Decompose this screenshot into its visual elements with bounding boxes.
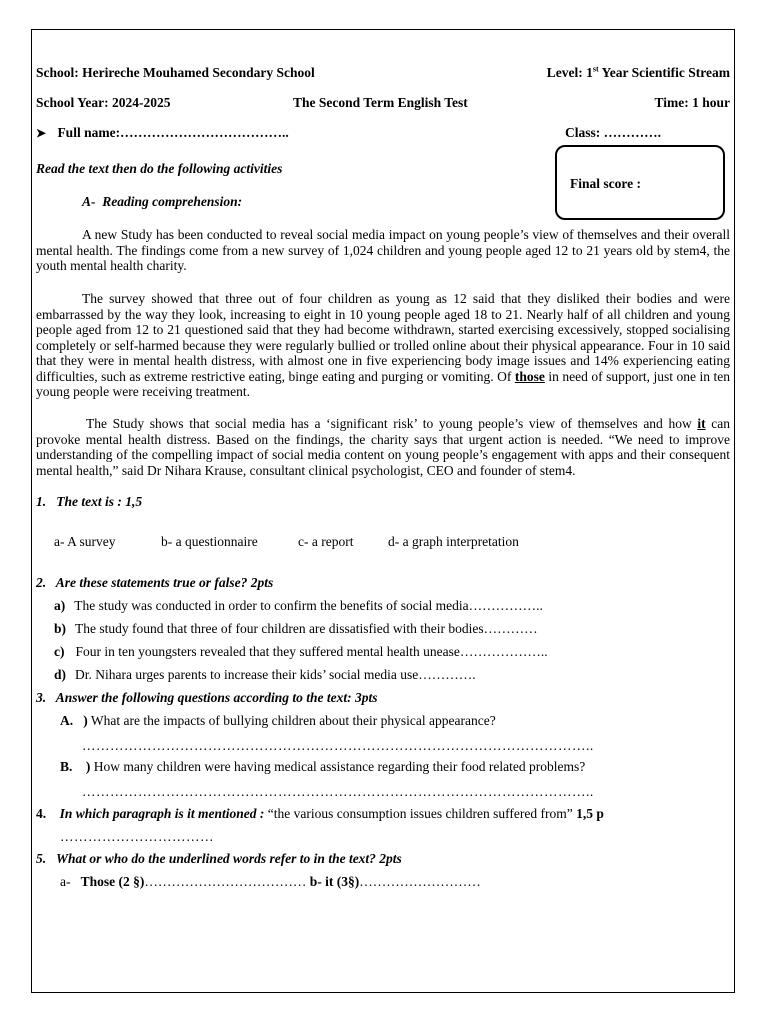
question-3: 3. Answer the following questions according to the text: 3pts: [36, 690, 378, 705]
paragraph-1: A new Study has been conducted to reveal social media impact on young people’s view of themselves and their overall mental health. The findings come from a new survey of 1,024 children and young people aged 12 to 21 years old by stem4, the youth mental health charity.: [36, 227, 730, 273]
q5-items: a- Those (2 §)……………………………… b- it (3§)………………………: [60, 874, 481, 889]
underlined-word-those: those: [514, 368, 545, 384]
question-1: 1. The text is : 1,5: [36, 494, 143, 509]
q2-statement-c: c) Four in ten youngsters revealed that they suffered mental health unease………………..: [54, 644, 548, 659]
q3-answer-line-b[interactable]: ………………………………………………………………………………………………..: [82, 784, 594, 799]
instructions-heading: Read the text then do the following activities: [36, 161, 283, 176]
school-name: School: Herireche Mouhamed Secondary School: [36, 65, 315, 80]
question-5: 5. What or who do the underlined words refer to in the text? 2pts: [36, 851, 402, 866]
question-4: 4. In which paragraph is it mentioned : “the various consumption issues children suffered from” 1,5 p: [36, 806, 604, 821]
final-score-box: [555, 145, 725, 220]
class-field[interactable]: Class: ………….: [565, 125, 662, 140]
underlined-word-it: it: [697, 416, 706, 431]
q2-statement-a: a) The study was conducted in order to confirm the benefits of social media……………..: [54, 598, 543, 613]
paragraph-3: The Study shows that social media has a ‘significant risk’ to young people’s view of themselves and how it can provoke mental health distress. Based on the findings, the charity says that urgent action is needed. “We need to improve understanding of the compelling impact of social media content on young people’s engagement with apps and their consequent mental health,” said Dr Nihara Krause, consultant clinical psychologist, CEO and founder of stem4.: [36, 416, 731, 478]
q3-answer-line-a[interactable]: ………………………………………………………………………………………………..: [82, 738, 594, 753]
level: Level: 1st Year Scientific Stream: [546, 64, 730, 80]
paragraph-2: The survey showed that three out of four children as young as 12 said that they disliked their bodies and were embarrassed by the way they look, increasing to eight in 10 young people aged 18 to 21. Nearly half of all children and young people aged from 12 to 21 questioned said that they had become withdrawn, started exercising excessively, stopped socialising completely or self-harmed because they were regularly bullied or trolled online about their physical appearance. Four in 10 said that they were in mental health distress, with almost one in five experiencing body image issues and 14% experiencing eating difficulties, such as extreme restrictive eating, binge eating and purging or vomiting. Of those in need of support, just one in ten young people were receiving treatment.: [36, 291, 730, 399]
arrow-bullet-icon: ➤: [36, 126, 47, 140]
q1-option-d[interactable]: d- a graph interpretation: [388, 534, 519, 549]
q3-question-b: B. ) How many children were having medical assistance regarding their food related problems?: [60, 759, 586, 774]
full-name-row: [36, 125, 289, 141]
school-year: School Year: 2024-2025: [36, 95, 171, 110]
q4-answer-line[interactable]: ……………………………: [60, 829, 214, 844]
question-2: 2. Are these statements true or false? 2pts: [36, 575, 274, 590]
q1-option-b[interactable]: b- a questionnaire: [161, 534, 258, 549]
q2-statement-b: b) The study found that three of four children are dissatisfied with their bodies…………: [54, 621, 538, 636]
q5-answer-a[interactable]: ………………………………: [144, 874, 307, 889]
section-a-heading: A- Reading comprehension:: [82, 194, 243, 209]
q5-answer-b[interactable]: ………………………: [359, 874, 481, 889]
full-name-field[interactable]: Full name:………………………………..: [57, 125, 289, 140]
q1-option-a[interactable]: a- A survey: [54, 534, 116, 549]
time-allowed: Time: 1 hour: [654, 95, 730, 110]
test-title: The Second Term English Test: [293, 95, 468, 110]
q3-question-a: A. ) What are the impacts of bullying children about their physical appearance?: [60, 713, 496, 728]
q1-option-c[interactable]: c- a report: [298, 534, 354, 549]
q2-statement-d: d) Dr. Nihara urges parents to increase their kids’ social media use………….: [54, 667, 476, 682]
final-score-label: Final score :: [570, 176, 641, 191]
